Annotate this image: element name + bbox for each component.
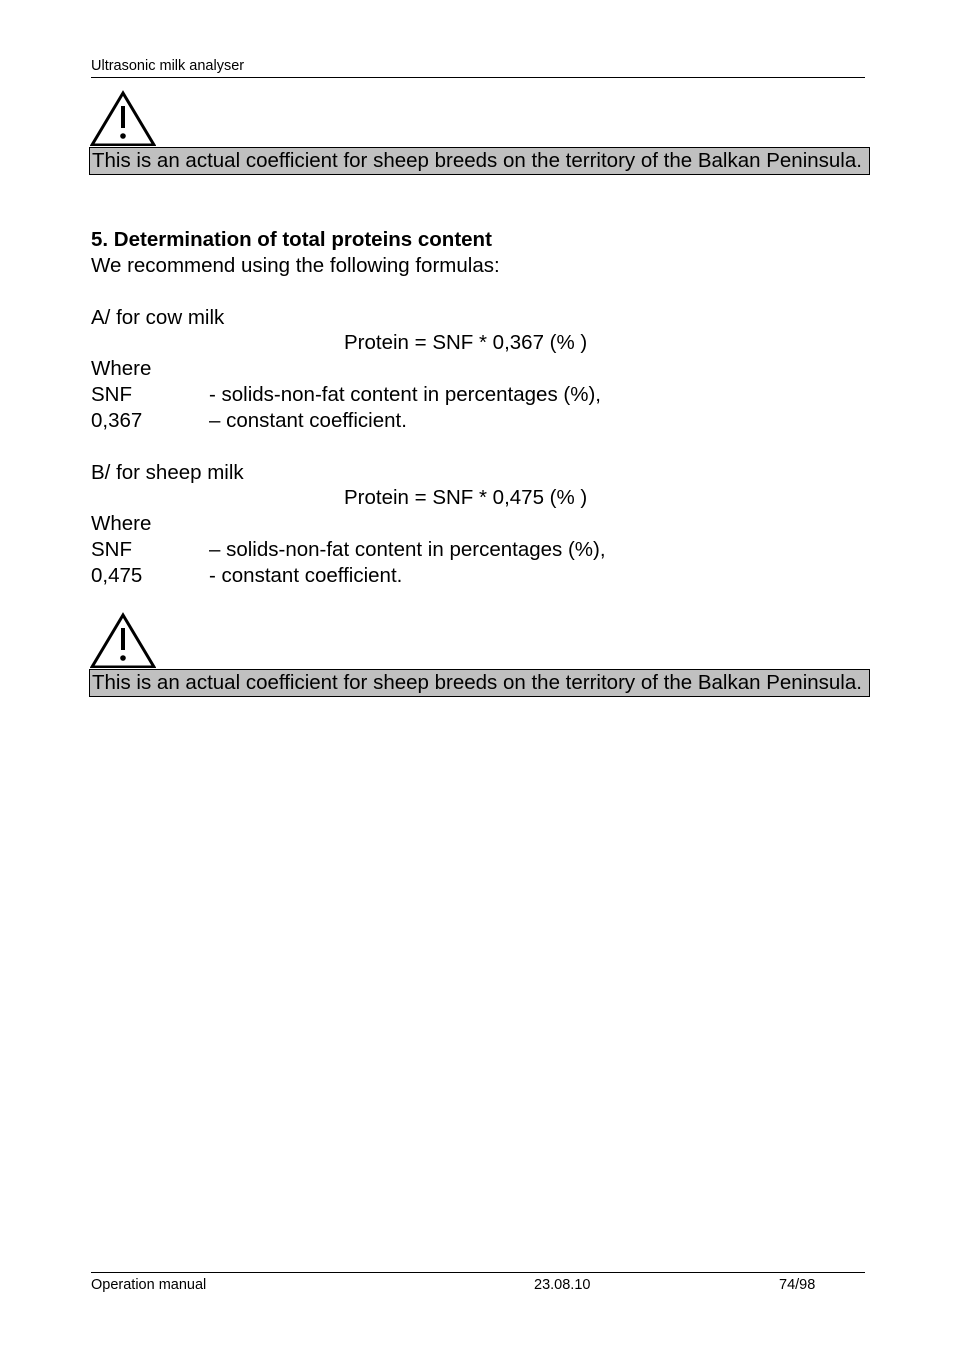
section-heading: 5. Determination of total proteins content bbox=[91, 228, 492, 251]
footer-date: 23.08.10 bbox=[534, 1277, 591, 1293]
footer-page-number: 74/98 bbox=[779, 1277, 816, 1293]
cow-milk-formula: Protein = SNF * 0,367 (% ) bbox=[344, 331, 588, 354]
warning-note-text: This is an actual coefficient for sheep breeds on the territory of the Balkan Peninsula. bbox=[92, 149, 862, 172]
footer-document-title: Operation manual bbox=[91, 1277, 207, 1293]
page-footer bbox=[91, 1272, 865, 1295]
warning-icon bbox=[90, 612, 156, 668]
section-intro: We recommend using the following formulas: bbox=[91, 254, 500, 277]
warning-note-text: This is an actual coefficient for sheep breeds on the territory of the Balkan Peninsula. bbox=[92, 671, 862, 694]
sheep-where-label: Where bbox=[91, 512, 152, 535]
term-label: SNF bbox=[91, 383, 132, 406]
warning-note bbox=[89, 669, 870, 697]
warning-note bbox=[89, 147, 870, 175]
warning-icon bbox=[90, 90, 156, 146]
term-label: 0,367 bbox=[91, 409, 143, 432]
term-label: 0,475 bbox=[91, 564, 143, 587]
page-header bbox=[91, 57, 865, 78]
term-definition: – solids-non-fat content in percentages (%), bbox=[209, 538, 606, 561]
cow-where-label: Where bbox=[91, 357, 152, 380]
header-title: Ultrasonic milk analyser bbox=[91, 58, 245, 74]
cow-milk-label: A/ for cow milk bbox=[91, 306, 225, 329]
sheep-milk-label: B/ for sheep milk bbox=[91, 461, 244, 484]
term-definition: - constant coefficient. bbox=[209, 564, 403, 587]
term-label: SNF bbox=[91, 538, 132, 561]
term-definition: – constant coefficient. bbox=[209, 409, 407, 432]
term-definition: - solids-non-fat content in percentages (%), bbox=[209, 383, 601, 406]
sheep-milk-formula: Protein = SNF * 0,475 (% ) bbox=[344, 486, 588, 509]
